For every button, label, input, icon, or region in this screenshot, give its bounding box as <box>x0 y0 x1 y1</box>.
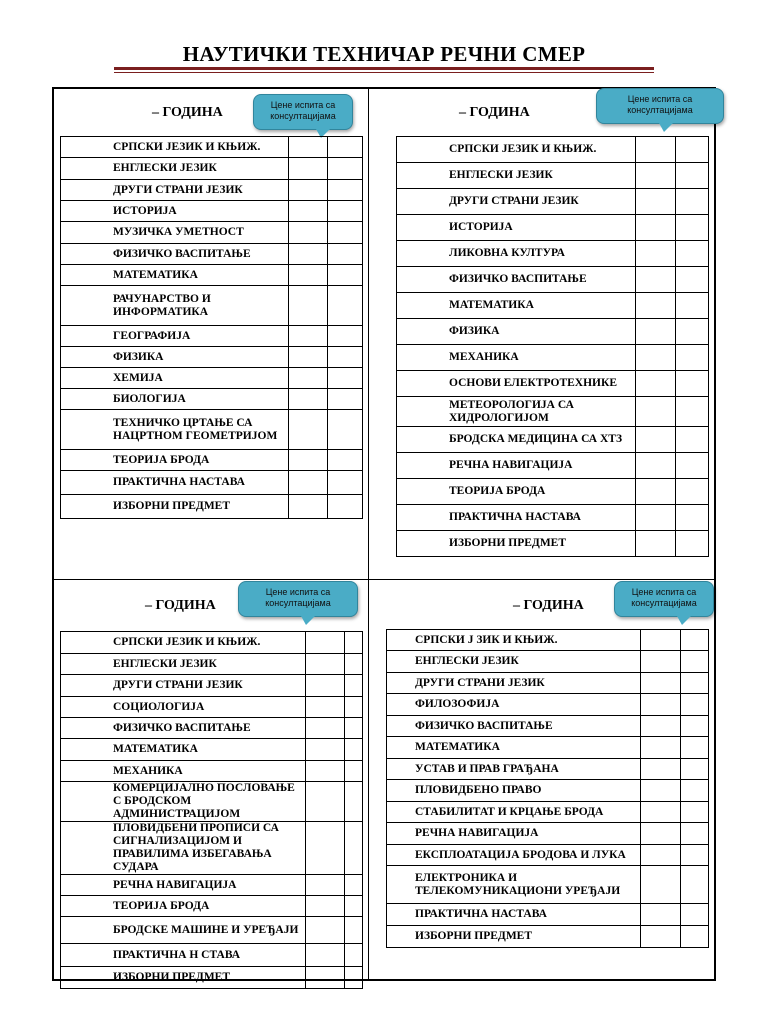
subject-name: ИЗБОРНИ ПРЕДМЕТ <box>61 495 289 519</box>
subject-name: ТЕОРИЈА БРОДА <box>61 896 306 917</box>
subject-name: СРПСКИ ЈЕЗИК И КЊИЖ. <box>61 137 289 158</box>
price-cell <box>641 716 681 737</box>
price-cell <box>289 158 328 180</box>
subject-name: ЕНГЛЕСКИ ЈЕЗИК <box>61 654 306 675</box>
subject-name: БИОЛОГИЈА <box>61 389 289 410</box>
consultation-price-cell <box>328 286 363 326</box>
subject-name: ЕНГЛЕСКИ ЈЕЗИК <box>61 158 289 180</box>
price-cell <box>636 293 676 319</box>
price-cell <box>636 531 676 557</box>
consultation-price-cell <box>328 471 363 495</box>
consultation-price-cell <box>345 761 363 782</box>
subject-row <box>61 782 363 822</box>
consultation-price-cell <box>681 737 709 759</box>
subject-name: ТЕОРИЈА БРОДА <box>397 479 636 505</box>
price-cell <box>641 866 681 904</box>
price-cell <box>306 917 345 944</box>
price-cell <box>289 180 328 201</box>
consultation-price-cell <box>681 802 709 823</box>
subject-row <box>61 137 363 158</box>
consultation-price-cell <box>681 630 709 651</box>
subject-row <box>61 471 363 495</box>
price-cell <box>641 651 681 673</box>
subject-name: ДРУГИ СТРАНИ ЈЕЗИК <box>387 673 641 694</box>
consultation-price-cell <box>328 201 363 222</box>
subject-name: ТЕОРИЈА БРОДА <box>61 450 289 471</box>
consultation-price-cell <box>676 163 709 189</box>
subject-name: СОЦИОЛОГИЈА <box>61 697 306 718</box>
consultation-price-cell <box>345 917 363 944</box>
price-cell <box>306 697 345 718</box>
price-cell <box>306 675 345 697</box>
subject-name: ИЗБОРНИ ПРЕДМЕТ <box>387 926 641 948</box>
subject-row <box>387 716 709 737</box>
subject-name: ЕКСПЛОАТАЦИЈА БРОДОВА И ЛУКА <box>387 845 641 866</box>
price-cell <box>641 845 681 866</box>
consultation-price-cell <box>328 244 363 265</box>
consultation-price-cell <box>676 293 709 319</box>
price-cell <box>641 926 681 948</box>
consultation-price-cell <box>676 267 709 293</box>
subject-name: ФИЗИКА <box>397 319 636 345</box>
consultation-price-cell <box>681 673 709 694</box>
consultation-price-cell <box>345 896 363 917</box>
consultation-price-cell <box>328 347 363 368</box>
price-cell <box>289 368 328 389</box>
horizontal-divider <box>52 579 716 580</box>
subject-row <box>61 917 363 944</box>
subject-row <box>397 479 709 505</box>
price-cell <box>636 241 676 267</box>
price-cell <box>636 427 676 453</box>
subject-row <box>61 222 363 244</box>
subject-row <box>61 632 363 654</box>
subject-name: ДРУГИ СТРАНИ ЈЕЗИК <box>61 180 289 201</box>
price-cell <box>641 823 681 845</box>
subject-name: ЕНГЛЕСКИ ЈЕЗИК <box>397 163 636 189</box>
consultation-price-cell <box>681 926 709 948</box>
price-cell <box>641 673 681 694</box>
price-cell <box>641 780 681 802</box>
price-cell <box>636 319 676 345</box>
consultation-price-cell <box>676 427 709 453</box>
subject-name: МЕХАНИКА <box>61 761 306 782</box>
subject-name: ЕНГЛЕСКИ ЈЕЗИК <box>387 651 641 673</box>
consultation-price-cell <box>328 137 363 158</box>
price-callout-q2: Цене испита са консултацијама <box>596 88 724 124</box>
subject-name: БРОДСКА МЕДИЦИНА СА ХТЗ <box>397 427 636 453</box>
subject-row <box>397 427 709 453</box>
subject-name: ПРАКТИЧНА НАСТАВА <box>387 904 641 926</box>
consultation-price-cell <box>328 450 363 471</box>
subject-row <box>387 780 709 802</box>
consultation-price-cell <box>681 759 709 780</box>
year-label-q1: – ГОДИНА <box>152 105 223 120</box>
subject-row <box>387 630 709 651</box>
consultation-price-cell <box>681 716 709 737</box>
subject-row <box>61 495 363 519</box>
consultation-price-cell <box>345 739 363 761</box>
price-callout-q1: Цене испита са консултацијама <box>253 94 353 130</box>
subject-row <box>397 215 709 241</box>
subject-row <box>61 761 363 782</box>
subject-row <box>397 137 709 163</box>
subject-row <box>61 410 363 450</box>
consultation-price-cell <box>681 866 709 904</box>
subject-row <box>61 944 363 967</box>
year-label-q3: – ГОДИНА <box>145 598 216 613</box>
consultation-price-cell <box>345 697 363 718</box>
subject-name: ИСТОРИЈА <box>61 201 289 222</box>
consultation-price-cell <box>676 453 709 479</box>
price-cell <box>306 875 345 896</box>
subject-row <box>387 845 709 866</box>
price-cell <box>289 244 328 265</box>
subject-name: ДРУГИ СТРАНИ ЈЕЗИК <box>61 675 306 697</box>
consultation-price-cell <box>676 345 709 371</box>
consultation-price-cell <box>328 326 363 347</box>
vertical-divider <box>368 87 369 981</box>
consultation-price-cell <box>328 410 363 450</box>
price-cell <box>289 410 328 450</box>
subject-name: РЕЧНА НАВИГАЦИЈА <box>61 875 306 896</box>
subject-name: РЕЧНА НАВИГАЦИЈА <box>397 453 636 479</box>
subject-row <box>387 926 709 948</box>
subject-row <box>397 531 709 557</box>
price-cell <box>289 495 328 519</box>
price-cell <box>636 479 676 505</box>
consultation-price-cell <box>328 180 363 201</box>
consultation-price-cell <box>345 967 363 989</box>
subject-row <box>61 875 363 896</box>
subject-name: ИСТОРИЈА <box>397 215 636 241</box>
price-cell <box>636 163 676 189</box>
subject-name: ИЗБОРНИ ПРЕДМЕТ <box>397 531 636 557</box>
price-cell <box>641 737 681 759</box>
price-cell <box>306 761 345 782</box>
subject-row <box>387 904 709 926</box>
subject-row <box>387 694 709 716</box>
subject-row <box>61 201 363 222</box>
consultation-price-cell <box>676 189 709 215</box>
price-cell <box>289 222 328 244</box>
subject-row <box>61 347 363 368</box>
consultation-price-cell <box>328 368 363 389</box>
consultation-price-cell <box>345 944 363 967</box>
subject-row <box>61 739 363 761</box>
subject-row <box>387 866 709 904</box>
price-cell <box>306 654 345 675</box>
price-cell <box>306 632 345 654</box>
price-cell <box>306 739 345 761</box>
subject-row <box>387 737 709 759</box>
price-cell <box>289 201 328 222</box>
title-underline-thin <box>114 72 654 73</box>
subject-row <box>61 450 363 471</box>
consultation-price-cell <box>681 694 709 716</box>
price-cell <box>641 630 681 651</box>
subject-name: ФИЛОЗОФИЈА <box>387 694 641 716</box>
subject-row <box>61 654 363 675</box>
subject-row <box>61 675 363 697</box>
subject-row <box>61 822 363 875</box>
subject-row <box>387 651 709 673</box>
subject-name: ПРАКТИЧНА НАСТАВА <box>397 505 636 531</box>
price-cell <box>289 347 328 368</box>
subject-name: МАТЕМАТИКА <box>387 737 641 759</box>
price-cell <box>289 450 328 471</box>
consultation-price-cell <box>345 822 363 875</box>
consultation-price-cell <box>676 531 709 557</box>
price-cell <box>641 904 681 926</box>
subject-name: ХЕМИЈА <box>61 368 289 389</box>
price-cell <box>636 397 676 427</box>
subject-name: СРПСКИ ЈЕЗИК И КЊИЖ. <box>61 632 306 654</box>
price-cell <box>636 189 676 215</box>
consultation-price-cell <box>345 654 363 675</box>
price-cell <box>636 453 676 479</box>
price-cell <box>289 137 328 158</box>
subject-row <box>397 163 709 189</box>
consultation-price-cell <box>681 904 709 926</box>
subject-name: ТЕХНИЧКО ЦРТАЊЕ СА НАЦРТНОМ ГЕОМЕТРИЈОМ <box>61 410 289 450</box>
consultation-price-cell <box>328 265 363 286</box>
subject-name: ДРУГИ СТРАНИ ЈЕЗИК <box>397 189 636 215</box>
consultation-price-cell <box>328 158 363 180</box>
subject-row <box>61 244 363 265</box>
price-cell <box>636 215 676 241</box>
consultation-price-cell <box>676 319 709 345</box>
subject-row <box>61 718 363 739</box>
consultation-price-cell <box>328 222 363 244</box>
subject-name: ПЛОВИДБЕНО ПРАВО <box>387 780 641 802</box>
subject-name: ФИЗИЧКО ВАСПИТАЊЕ <box>397 267 636 293</box>
subject-row <box>397 397 709 427</box>
price-cell <box>636 505 676 531</box>
subject-name: МЕХАНИКА <box>397 345 636 371</box>
subject-name: БРОДСКЕ МАШИНЕ И УРЕЂАЈИ <box>61 917 306 944</box>
consultation-price-cell <box>681 845 709 866</box>
consultation-price-cell <box>676 479 709 505</box>
consultation-price-cell <box>681 780 709 802</box>
price-cell <box>636 137 676 163</box>
price-cell <box>306 718 345 739</box>
subject-name: МАТЕМАТИКА <box>61 739 306 761</box>
subject-row <box>397 267 709 293</box>
consultation-price-cell <box>681 651 709 673</box>
consultation-price-cell <box>328 495 363 519</box>
subject-row <box>397 319 709 345</box>
price-callout-q4: Цене испита са консултацијама <box>614 581 714 617</box>
subjects-table-q3 <box>60 631 363 989</box>
price-cell <box>636 371 676 397</box>
subject-name: СРПСКИ ЈЕЗИК И КЊИЖ. <box>397 137 636 163</box>
subject-row <box>61 326 363 347</box>
subject-row <box>387 802 709 823</box>
subject-name: МЕТЕОРОЛОГИЈА СА ХИДРОЛОГИЈОМ <box>397 397 636 427</box>
subject-name: ГЕОГРАФИЈА <box>61 326 289 347</box>
price-cell <box>289 265 328 286</box>
consultation-price-cell <box>345 675 363 697</box>
subject-row <box>387 759 709 780</box>
consultation-price-cell <box>345 632 363 654</box>
subject-name: ОСНОВИ ЕЛЕКТРОТЕХНИКЕ <box>397 371 636 397</box>
subject-row <box>61 180 363 201</box>
subject-name: МУЗИЧКА УМЕТНОСТ <box>61 222 289 244</box>
consultation-price-cell <box>345 875 363 896</box>
price-cell <box>641 694 681 716</box>
price-callout-q3: Цене испита са консултацијама <box>238 581 358 617</box>
subject-row <box>387 673 709 694</box>
subject-row <box>61 286 363 326</box>
subject-name: ФИЗИКА <box>61 347 289 368</box>
price-cell <box>289 389 328 410</box>
subject-row <box>61 896 363 917</box>
year-label-q4: – ГОДИНА <box>513 598 584 613</box>
subject-name: ЕЛЕКТРОНИКА И ТЕЛЕКОМУНИКАЦИОНИ УРЕЂАЈИ <box>387 866 641 904</box>
subject-row <box>61 389 363 410</box>
consultation-price-cell <box>676 505 709 531</box>
subject-name: ФИЗИЧКО ВАСПИТАЊЕ <box>61 718 306 739</box>
subject-row <box>387 823 709 845</box>
consultation-price-cell <box>676 371 709 397</box>
page-title: НАУТИЧКИ ТЕХНИЧАР РЕЧНИ СМЕР <box>182 42 586 66</box>
subject-name: РЕЧНА НАВИГАЦИЈА <box>387 823 641 845</box>
subject-name: ПЛОВИДБЕНИ ПРОПИСИ СА СИГНАЛИЗАЦИЈОМ И ПРАВИЛИМА ИЗБЕГАВАЊА СУДАРА <box>61 822 306 875</box>
subject-name: ИЗБОРНИ ПРЕДМЕТ <box>61 967 306 989</box>
price-cell <box>306 944 345 967</box>
subject-row <box>61 368 363 389</box>
subject-row <box>397 453 709 479</box>
year-label-q2: – ГОДИНА <box>459 105 530 120</box>
price-cell <box>636 267 676 293</box>
subject-row <box>61 967 363 989</box>
subject-row <box>397 345 709 371</box>
subject-row <box>61 697 363 718</box>
subject-row <box>397 241 709 267</box>
price-cell <box>289 326 328 347</box>
price-cell <box>636 345 676 371</box>
subject-row <box>61 265 363 286</box>
subject-name: ФИЗИЧКО ВАСПИТАЊЕ <box>387 716 641 737</box>
consultation-price-cell <box>676 137 709 163</box>
subject-name: МАТЕМАТИКА <box>397 293 636 319</box>
consultation-price-cell <box>328 389 363 410</box>
subject-name: СТАБИЛИТАТ И КРЦАЊЕ БРОДА <box>387 802 641 823</box>
consultation-price-cell <box>345 718 363 739</box>
subject-row <box>61 158 363 180</box>
price-cell <box>306 896 345 917</box>
consultation-price-cell <box>676 241 709 267</box>
subject-row <box>397 189 709 215</box>
subject-name: ФИЗИЧКО ВАСПИТАЊЕ <box>61 244 289 265</box>
price-cell <box>641 759 681 780</box>
subject-row <box>397 371 709 397</box>
subject-name: КОМЕРЦИЈАЛНО ПОСЛОВАЊЕ С БРОДСКОМ АДМИНИСТРАЦИЈОМ <box>61 782 306 822</box>
subjects-table-q4 <box>386 629 709 948</box>
title-underline <box>114 67 654 70</box>
subject-name: СРПСКИ Ј ЗИК И КЊИЖ. <box>387 630 641 651</box>
price-cell <box>289 471 328 495</box>
subject-name: ЛИКОВНА КУЛТУРА <box>397 241 636 267</box>
subject-name: УСТАВ И ПРАВ ГРАЂАНА <box>387 759 641 780</box>
consultation-price-cell <box>676 215 709 241</box>
price-cell <box>306 822 345 875</box>
consultation-price-cell <box>681 823 709 845</box>
price-cell <box>641 802 681 823</box>
subject-name: ПРАКТИЧНА Н СТАВА <box>61 944 306 967</box>
consultation-price-cell <box>345 782 363 822</box>
subject-row <box>397 293 709 319</box>
consultation-price-cell <box>676 397 709 427</box>
price-cell <box>306 967 345 989</box>
subject-name: МАТЕМАТИКА <box>61 265 289 286</box>
subject-name: ПРАКТИЧНА НАСТАВА <box>61 471 289 495</box>
subject-name: РАЧУНАРСТВО И ИНФОРМАТИКА <box>61 286 289 326</box>
subjects-table-q2 <box>396 136 709 557</box>
price-cell <box>289 286 328 326</box>
subject-row <box>397 505 709 531</box>
subjects-table-q1 <box>60 136 363 519</box>
price-cell <box>306 782 345 822</box>
